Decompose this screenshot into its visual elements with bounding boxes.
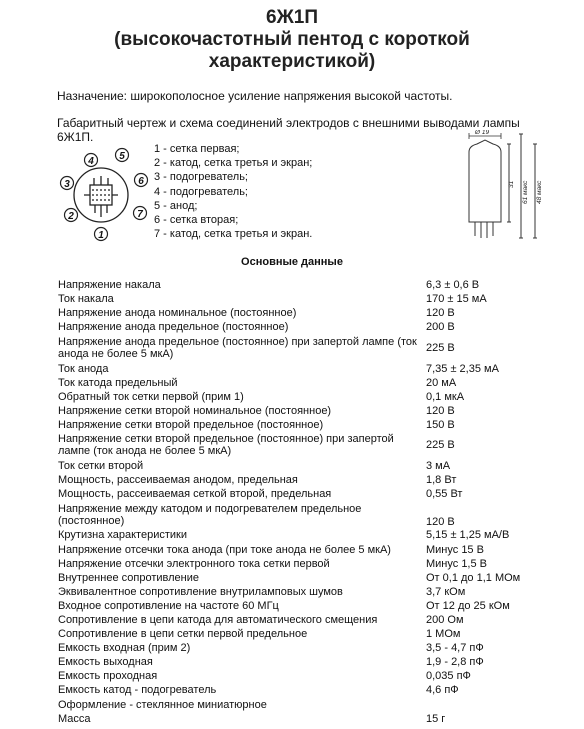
spec-value: 4,6 пФ [426,684,459,697]
spec-value: От 0,1 до 1,1 МОм [426,571,521,584]
spec-row [58,641,578,655]
spec-name: Напряжение сетки второй предельное (постоянное) [58,418,324,431]
spec-row [58,306,578,320]
spec-name: Емкость катод - подогреватель [58,684,217,697]
spec-value: 3,7 кОм [426,585,466,598]
spec-name: Входное сопротивление на частоте 60 МГц [58,599,279,612]
specs-table [58,278,578,726]
spec-name: Ток анода [58,362,109,375]
spec-row [58,432,578,459]
spec-value: Минус 15 В [426,543,484,556]
spec-name: Мощность, рассеиваемая сеткой второй, предельная [58,488,332,501]
pin-item: 6 - сетка вторая; [154,214,239,227]
pin-item: 2 - катод, сетка третья и экран; [154,157,313,170]
pin-1-number: 1 [98,230,104,241]
spec-row [58,557,578,571]
spec-name: Ток накала [58,293,114,306]
spec-value: 20 мА [426,376,457,389]
spec-row [58,334,578,361]
spec-name: Внутреннее сопротивление [58,571,199,584]
spec-row [58,528,578,542]
spec-value: 120 В [426,516,455,529]
spec-row [58,418,578,432]
spec-row [58,655,578,669]
spec-value: 200 Ом [426,614,464,627]
pin-item: 7 - катод, сетка третья и экран. [154,228,313,241]
spec-value: 120 В [426,404,455,417]
page-subtitle-line-1: (высокочастотный пентод с короткой [114,29,470,50]
pin-list [154,142,312,241]
spec-value: 3 мА [426,460,451,473]
spec-row [58,320,578,334]
spec-name: Сопротивление в цепи сетки первой предельное [58,628,308,641]
pin-4-number: 4 [88,156,94,167]
spec-value: 1 МОм [426,628,461,641]
spec-value: 0,55 Вт [426,488,463,501]
spec-name: Напряжение между катодом и подогревателем предельное (постоянное) [58,502,362,527]
tube-glass-body [469,140,501,222]
spec-row [58,501,578,528]
spec-name: Емкость выходная [58,656,153,669]
spec-row [58,361,578,375]
pin-5-number: 5 [119,151,125,162]
purpose-text: Назначение: широкополосное усиление напряжения высокой частоты. [57,89,453,103]
spec-name: Напряжение анода предельное (постоянное) [58,321,289,334]
spec-value: От 12 до 25 кОм [426,599,510,612]
spec-row [58,683,578,697]
spec-name: Ток катода предельный [58,376,178,389]
section-title: Основные данные [241,256,343,268]
spec-value: 3,5 - 4,7 пФ [426,642,484,655]
pin-2-number: 2 [68,211,74,222]
page-subtitle-line-2: характеристикой) [208,51,376,72]
spec-name: Напряжение анода предельное (постоянное) при запертой лампе (ток анода не более 5 мкА) [58,335,417,360]
spec-value: 225 В [426,439,455,452]
dimension-label: 61 макс [522,180,529,204]
spec-value: 0,035 пФ [426,670,471,683]
spec-name: Ток сетки второй [58,460,144,473]
pin-item: 1 - сетка первая; [154,143,240,155]
spec-row [58,278,578,292]
spec-name: Напряжение отсечки электронного тока сетки первой [58,557,330,570]
spec-row [58,487,578,501]
drawing-description: Габаритный чертеж и схема соединений электродов с внешними выводами лампы 6Ж1П. [57,116,520,144]
spec-value: 225 В [426,341,455,354]
spec-name: Эквивалентное сопротивление внутриламповых шумов [58,585,343,598]
spec-value: 200 В [426,321,455,334]
dimension-label: 31 [508,180,515,188]
spec-row [58,292,578,306]
spec-name: Масса [58,712,91,725]
spec-name: Мощность, рассеиваемая анодом, предельная [58,474,298,487]
pin-item: 5 - анод; [154,199,198,212]
dimension-label: 48 макс [536,180,543,204]
spec-value: 120 В [426,307,455,320]
spec-name: Напряжение анода номинальное (постоянное) [58,307,297,320]
spec-name: Напряжение отсечки тока анода (при токе анода не более 5 мкА) [58,543,391,556]
page-title: 6Ж1П [266,7,318,28]
spec-row [58,376,578,390]
spec-value: 1,8 Вт [426,474,457,487]
spec-value: Минус 1,5 В [426,557,487,570]
spec-name: Напряжение накала [58,279,161,292]
spec-value: 0,1 мкА [426,390,465,403]
spec-value: 7,35 ± 2,35 мА [426,362,499,375]
spec-row [58,669,578,683]
spec-name: Напряжение сетки второй предельное (постоянное) при запертой лампе (ток анода не более 5 мкА) [58,433,394,458]
spec-row [58,712,578,726]
spec-name: Обратный ток сетки первой (прим 1) [58,390,244,403]
spec-row [58,459,578,473]
spec-value: 5,15 ± 1,25 мА/В [426,529,510,542]
spec-row [58,585,578,599]
spec-value: 150 В [426,418,455,431]
pin-3-number: 3 [64,179,70,190]
spec-name: Оформление - стеклянное миниатюрное [58,698,267,711]
spec-value: 1,9 - 2,8 пФ [426,656,484,669]
spec-value: 6,3 ± 0,6 В [426,279,480,292]
spec-name: Напряжение сетки второй номинальное (постоянное) [58,404,332,417]
spec-row [58,627,578,641]
spec-name: Емкость проходная [58,670,158,683]
spec-value: 170 ± 15 мА [426,293,487,306]
spec-name: Емкость входная (прим 2) [58,642,191,655]
spec-row [58,698,578,712]
diameter-label: Ø 19 [475,130,490,136]
pin-7-number: 7 [137,209,143,220]
spec-row [58,613,578,627]
pin-connection-diagram [58,145,158,245]
spec-row [58,390,578,404]
spec-row [58,599,578,613]
pin-item: 3 - подогреватель; [154,171,248,184]
spec-name: Сопротивление в цепи катода для автоматического смещения [58,614,378,627]
pin-item: 4 - подогреватель; [154,185,248,198]
spec-row [58,473,578,487]
spec-row [58,404,578,418]
pin-6-number: 6 [138,176,144,187]
spec-row [58,571,578,585]
spec-value: 15 г [426,712,446,725]
spec-name: Крутизна характеристики [58,529,187,542]
spec-row [58,543,578,557]
tube-outline-drawing [455,130,555,248]
